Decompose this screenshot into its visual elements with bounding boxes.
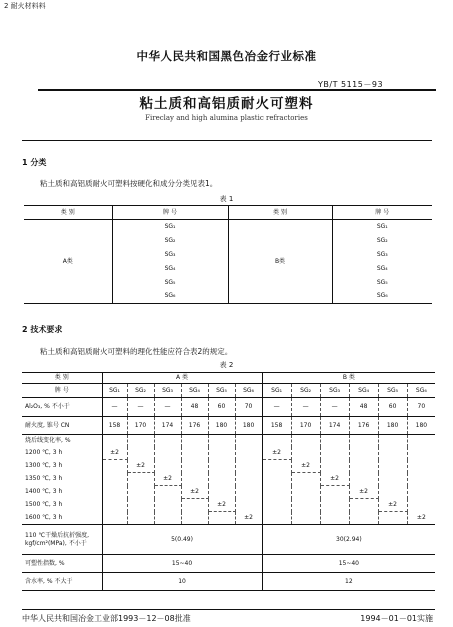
section-2-text: 粘土质和高铝质耐火可塑料的理化性能应符合表2的规定。 bbox=[40, 347, 233, 356]
t2-plasticity-label: 可塑性指数, % bbox=[22, 555, 102, 573]
t2-cell: 70 bbox=[235, 398, 262, 417]
t2-water-label: 含水率, % 不大于 bbox=[22, 573, 102, 591]
standard-number: YB/T 5115－93 bbox=[318, 80, 384, 89]
t2-pc-title: 烧后线变化率, % bbox=[22, 435, 102, 447]
t2-pc-value: ±2 bbox=[235, 512, 262, 525]
t1-grade-a: SG₅ bbox=[112, 276, 228, 290]
t2-grade-a: SG₂ bbox=[127, 384, 154, 398]
t2-pc-value: ±2 bbox=[208, 499, 235, 512]
t2-pc-value: ±2 bbox=[181, 486, 208, 499]
t1-grade-b: SG₄ bbox=[376, 264, 388, 272]
t1-grade-a: SG₂ bbox=[112, 234, 228, 248]
t2-cell: 180 bbox=[378, 417, 407, 435]
t2-cell: — bbox=[127, 398, 154, 417]
section-1-text: 粘土质和高铝质耐火可塑料按硬化和成分分类见表1。 bbox=[40, 179, 218, 188]
footer-rule bbox=[22, 609, 435, 610]
t1-header-grade-b: 牌 号 bbox=[332, 206, 432, 220]
t1-grade-a: SG₆ bbox=[112, 290, 228, 304]
issuing-agency: 中华人民共和国黑色冶金行业标准 bbox=[136, 49, 317, 63]
t1-header-category-a: 类 别 bbox=[24, 206, 112, 220]
t2-cell: 60 bbox=[378, 398, 407, 417]
t2-pc-row-label: 1500 ℃, 3 h bbox=[22, 499, 102, 512]
t2-grade-b: SG₃ bbox=[320, 384, 349, 398]
t2-cell: 60 bbox=[208, 398, 235, 417]
table-2 bbox=[22, 372, 435, 591]
t2-pc-value: ±2 bbox=[291, 460, 320, 473]
t1-grade-a: SG₁ bbox=[112, 220, 228, 234]
t2-pc-value: ±2 bbox=[407, 512, 435, 525]
t2-cell: 176 bbox=[181, 417, 208, 435]
t2-alumina-label: Al₂O₃, % 不小于 bbox=[22, 398, 102, 417]
t2-cell: 48 bbox=[181, 398, 208, 417]
t2-cell: 158 bbox=[102, 417, 127, 435]
t2-header-grade: 牌 号 bbox=[22, 384, 102, 398]
t1-grade-b: SG₃ bbox=[376, 250, 388, 258]
t1-grade-b: SG₁ bbox=[376, 222, 388, 230]
table-1-caption: 表 1 bbox=[219, 195, 234, 203]
t2-cell: 170 bbox=[127, 417, 154, 435]
t2-pc-row-label: 1300 ℃, 3 h bbox=[22, 460, 102, 473]
t2-plasticity-b: 15~40 bbox=[262, 555, 435, 573]
t2-grade-a: SG₃ bbox=[154, 384, 181, 398]
t1-grade-a: SG₃ bbox=[112, 248, 228, 262]
t2-cell: — bbox=[320, 398, 349, 417]
t2-cell: — bbox=[291, 398, 320, 417]
t2-grade-b: SG₆ bbox=[407, 384, 435, 398]
t2-grade-b: SG₅ bbox=[378, 384, 407, 398]
title-rule bbox=[38, 89, 436, 91]
t2-cell: 170 bbox=[291, 417, 320, 435]
t1-header-category-b: 类 别 bbox=[228, 206, 332, 220]
t2-grade-b: SG₄ bbox=[349, 384, 378, 398]
t2-grade-a: SG₆ bbox=[235, 384, 262, 398]
t2-strength-a: 5(0.49) bbox=[102, 525, 262, 555]
t2-cell: — bbox=[154, 398, 181, 417]
t2-grade-a: SG₄ bbox=[181, 384, 208, 398]
effective-date: 1994－01－01实施 bbox=[360, 614, 433, 623]
table-1 bbox=[24, 205, 432, 304]
t1-grade-b: SG₅ bbox=[376, 278, 388, 286]
t2-pc-value: ±2 bbox=[378, 499, 407, 512]
approval-date: 中华人民共和国冶金工业部1993－12－08批准 bbox=[22, 614, 191, 623]
t1-category-a: A类 bbox=[24, 220, 112, 304]
t2-pc-value: ±2 bbox=[127, 460, 154, 473]
t1-grade-b: SG₆ bbox=[332, 290, 432, 304]
t2-cell: 180 bbox=[235, 417, 262, 435]
t2-cell: 180 bbox=[407, 417, 435, 435]
t2-grade-b: SG₂ bbox=[291, 384, 320, 398]
t2-pc-row-label: 1200 ℃, 3 h bbox=[22, 447, 102, 460]
t2-pc-row-label: 1400 ℃, 3 h bbox=[22, 486, 102, 499]
t2-cell: — bbox=[262, 398, 291, 417]
english-title: Fireclay and high alumina plastic refractories bbox=[145, 114, 308, 122]
t2-header-group-b: B 类 bbox=[262, 373, 435, 384]
t2-pc-value: ±2 bbox=[320, 473, 349, 486]
t2-plasticity-a: 15~40 bbox=[102, 555, 262, 573]
t2-cell: 180 bbox=[208, 417, 235, 435]
t2-cell: 158 bbox=[262, 417, 291, 435]
t2-cell: — bbox=[102, 398, 127, 417]
t2-grade-b: SG₁ bbox=[262, 384, 291, 398]
t2-pc-row-label: 1600 ℃, 3 h bbox=[22, 512, 102, 525]
t2-grade-a: SG₁ bbox=[102, 384, 127, 398]
t2-water-b: 12 bbox=[262, 573, 435, 591]
t2-water-a: 10 bbox=[102, 573, 262, 591]
t2-grade-a: SG₅ bbox=[208, 384, 235, 398]
t2-pc-value: ±2 bbox=[102, 447, 127, 460]
t1-grade-b: SG₂ bbox=[376, 236, 388, 244]
t2-pc-value: ±2 bbox=[154, 473, 181, 486]
running-header: 2 耐火材料料 bbox=[4, 2, 46, 10]
t2-cell: 48 bbox=[349, 398, 378, 417]
t2-cell: 70 bbox=[407, 398, 435, 417]
divider bbox=[22, 140, 432, 141]
section-2-heading: 2 技术要求 bbox=[22, 325, 63, 334]
t2-strength-label: 110 ℃干燥后抗折强度, kgf/cm²(MPa), 不小于 bbox=[22, 525, 102, 555]
t2-pc-value: ±2 bbox=[349, 486, 378, 499]
t2-refractoriness-label: 耐火度, 锥号 CN bbox=[22, 417, 102, 435]
t2-cell: 174 bbox=[320, 417, 349, 435]
t1-header-grade-a: 牌 号 bbox=[112, 206, 228, 220]
t2-cell: 174 bbox=[154, 417, 181, 435]
t2-header-item: 类 别 bbox=[22, 373, 102, 384]
t2-header-group-a: A 类 bbox=[102, 373, 262, 384]
t1-category-b: B类 bbox=[228, 220, 332, 304]
t2-strength-b: 30(2.94) bbox=[262, 525, 435, 555]
table-2-caption: 表 2 bbox=[219, 361, 234, 369]
t1-grade-a: SG₄ bbox=[112, 262, 228, 276]
t2-cell: 176 bbox=[349, 417, 378, 435]
t2-pc-row-label: 1350 ℃, 3 h bbox=[22, 473, 102, 486]
section-1-heading: 1 分类 bbox=[22, 158, 47, 167]
t2-pc-value: ±2 bbox=[262, 447, 291, 460]
document-title: 粘土质和高铝质耐火可塑料 bbox=[139, 96, 314, 112]
